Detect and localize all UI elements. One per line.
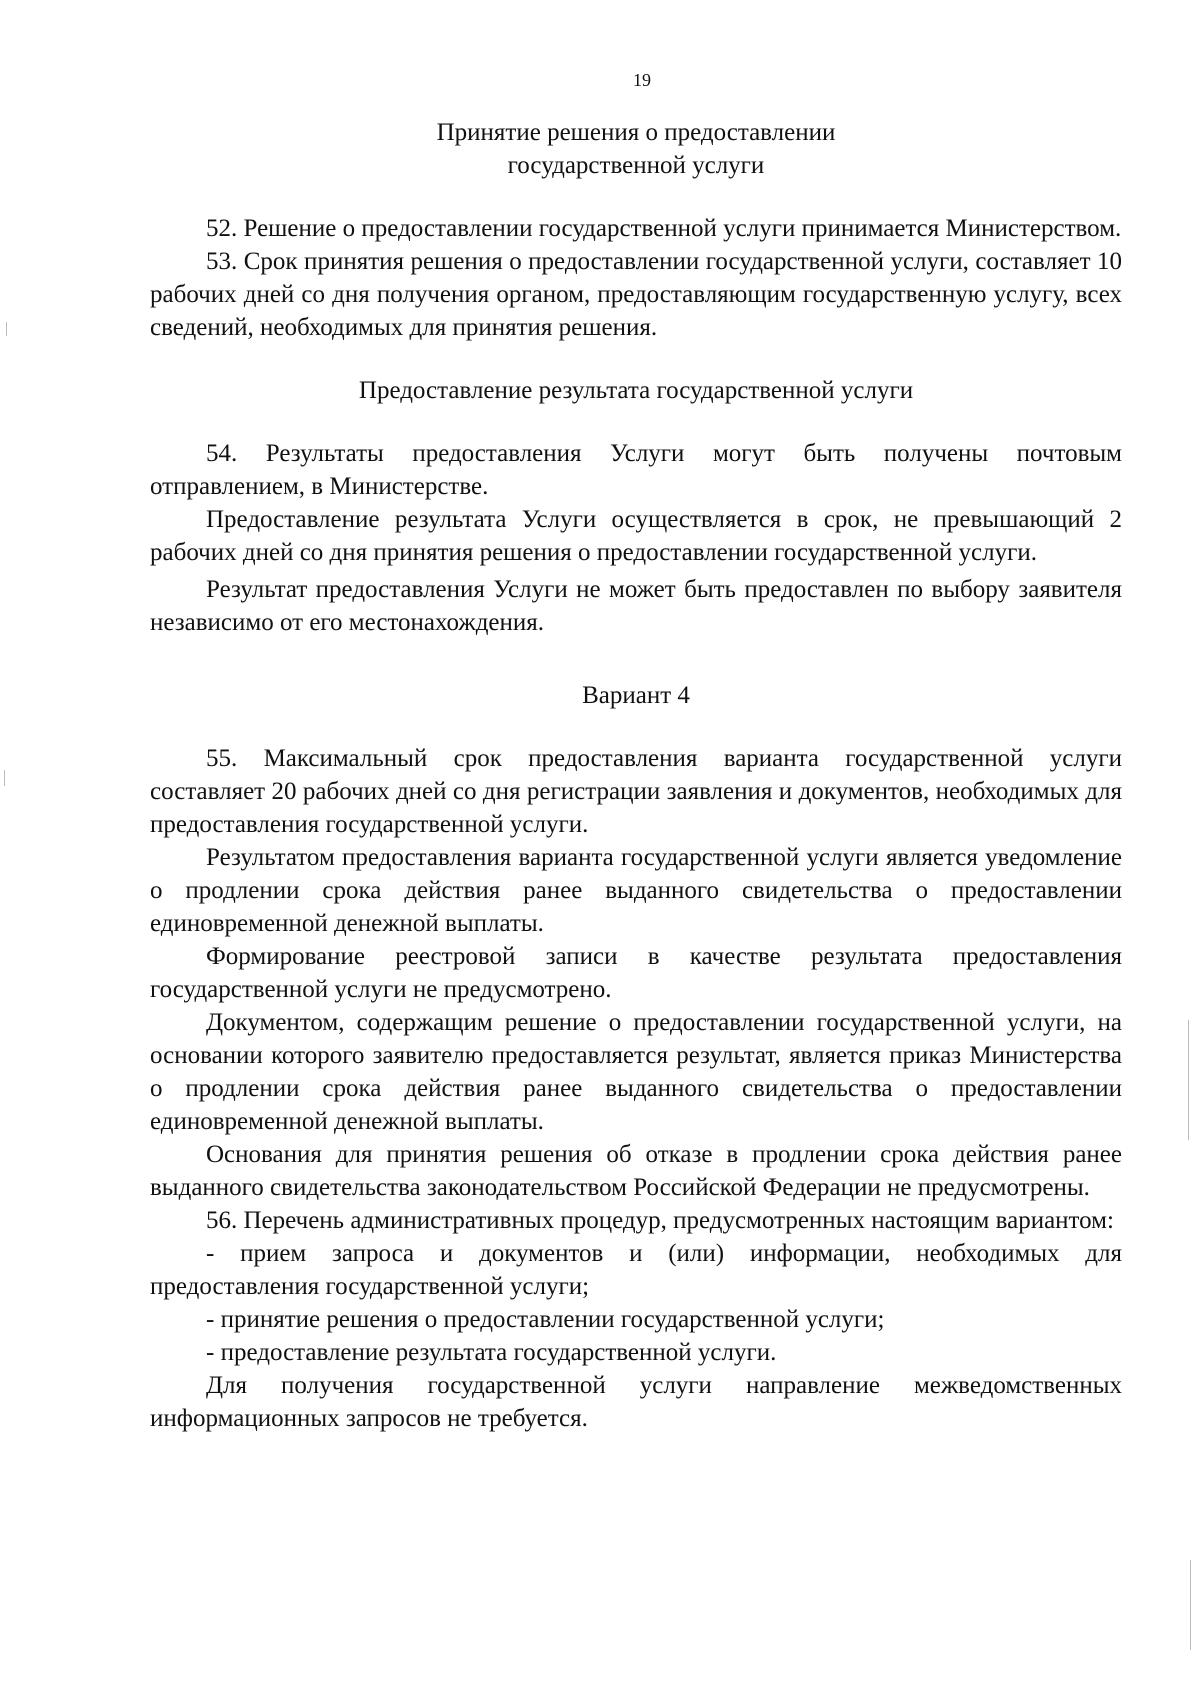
paragraph-54: 54. Результаты предоставления Услуги могут быть получены почтовым отправлением, в Министерстве. [150, 440, 1122, 500]
section-heading-variant-4: Вариант 4 [582, 682, 690, 709]
paragraph-registry-record: Формирование реестровой записи в качестве результата предоставления государственной услуги не предусмотрено. [150, 943, 1122, 1003]
paragraph-56: 56. Перечень административных процедур, предусмотренных настоящим вариантом: [206, 1207, 1114, 1234]
section-heading-decision-line2: государственной услуги [507, 152, 765, 179]
list-item-procedure-3: - предоставление результата государственной услуги. [206, 1339, 777, 1366]
paragraph-result-term: Предоставление результата Услуги осуществляется в срок, не превышающий 2 рабочих дней со дня принятия решения о предоставлении государственной услуги. [150, 506, 1122, 566]
section-heading-result: Предоставление результата государственной услуги [358, 377, 914, 404]
page-number: 19 [633, 70, 651, 90]
document-body [150, 116, 1122, 1435]
scan-artifact-left-2 [4, 770, 5, 786]
list-item-procedure-2: - принятие решения о предоставлении государственной услуги; [206, 1306, 885, 1333]
section-heading-decision [150, 116, 1122, 182]
paragraph-53: 53. Срок принятия решения о предоставлении государственной услуги, составляет 10 рабочих дней со дня получения органом, предоставляющим государственную услугу, всех сведений, необходимых для принятия решения. [150, 248, 1122, 341]
paragraph-decision-document: Документом, содержащим решение о предоставлении государственной услуги, на основании которого заявителю предоставляется результат, является приказ Министерства о продлении срока действия ранее выданного свидетельства о предоставлении единовременной денежной выплаты. [150, 1009, 1122, 1135]
scan-artifact-left-1 [6, 322, 7, 336]
paragraph-result-choice: Результат предоставления Услуги не может быть предоставлен по выбору заявителя независимо от его местонахождения. [150, 576, 1122, 636]
scan-artifact-right-bottom [1190, 1560, 1191, 1650]
paragraph-variant-result: Результатом предоставления варианта государственной услуги является уведомление о продлении срока действия ранее выданного свидетельства о предоставлении единовременной денежной выплаты. [150, 844, 1122, 937]
paragraph-52: 52. Решение о предоставлении государственной услуги принимается Министерством. [206, 215, 1122, 242]
scan-artifact-right [1188, 1020, 1189, 1140]
paragraph-refusal-grounds: Основания для принятия решения об отказе в продлении срока действия ранее выданного свидетельства законодательством Российской Федерации не предусмотрены. [150, 1141, 1122, 1201]
list-item-procedure-1: - прием запроса и документов и (или) информации, необходимых для предоставления государственной услуги; [150, 1240, 1122, 1300]
paragraph-interagency-requests: Для получения государственной услуги направление межведомственных информационных запросов не требуется. [150, 1372, 1122, 1432]
section-heading-decision-line1: Принятие решения о предоставлении [436, 119, 836, 146]
paragraph-55: 55. Максимальный срок предоставления варианта государственной услуги составляет 20 рабочих дней со дня регистрации заявления и документов, необходимых для предоставления государственной услуги. [150, 745, 1122, 838]
